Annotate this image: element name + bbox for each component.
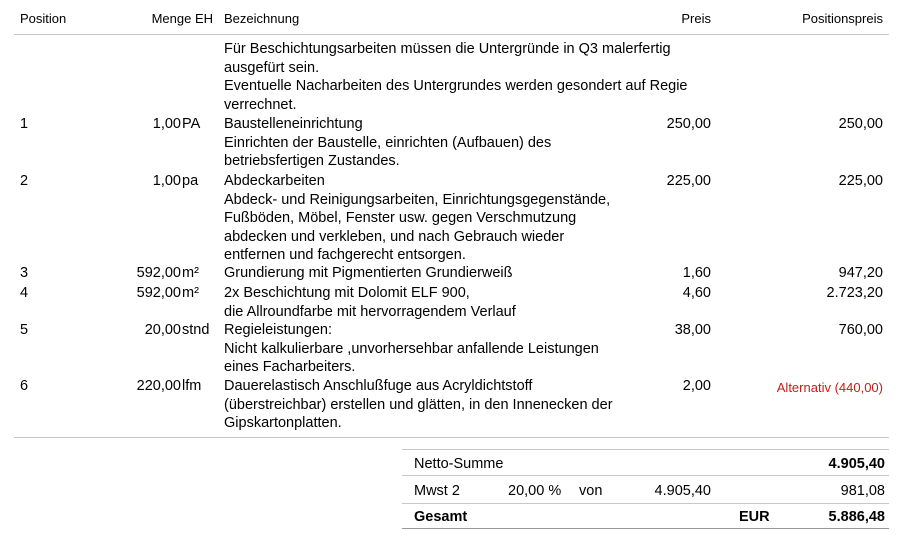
unit-price: 2,00 (682, 378, 711, 394)
position-price: 760,00 (838, 322, 883, 338)
position-number: 5 (20, 322, 29, 338)
unit-price: 1,60 (682, 265, 711, 281)
description-line: 2x Beschichtung mit Dolomit ELF 900, (224, 285, 470, 301)
description-line: eines Facharbeiters. (224, 359, 356, 375)
item-description (224, 321, 599, 377)
unit: lfm (182, 378, 202, 394)
mwst-label: Mwst 2 (414, 483, 460, 499)
position-price: 250,00 (838, 116, 883, 132)
description-line: Einrichten der Baustelle, einrichten (Aufbauen) des (224, 134, 552, 151)
unit: m² (182, 265, 199, 281)
summary-divider (402, 475, 889, 476)
position-number: 2 (20, 173, 29, 189)
position-number: 1 (20, 116, 29, 132)
items-end-divider (14, 437, 889, 438)
intro-line: verrechnet. (224, 96, 297, 113)
position-price: 2.723,20 (826, 285, 883, 301)
currency-label: EUR (739, 509, 770, 525)
gesamt-label: Gesamt (414, 509, 468, 525)
description-line: Grundierung mit Pigmentierten Grundierweiß (224, 265, 513, 281)
summary-top-divider (402, 449, 889, 450)
unit-price: 250,00 (666, 116, 711, 132)
description-line: Regieleistungen: (224, 322, 333, 338)
description-line: Gipskartonplatten. (224, 415, 342, 431)
netto-value: 4.905,40 (828, 456, 885, 472)
intro-text (224, 40, 688, 114)
description-line: Dauerelastisch Anschlußfuge aus Acryldichtstoff (224, 378, 533, 394)
netto-label: Netto-Summe (414, 456, 504, 472)
summary-divider (402, 503, 889, 504)
position-price: 947,20 (838, 265, 883, 281)
header-menge-eh: Menge EH (151, 11, 213, 26)
unit-price: 225,00 (666, 173, 711, 189)
quantity: 1,00 (152, 116, 181, 132)
alternative-price: Alternativ (440,00) (776, 380, 883, 395)
description-line: Fußböden, Möbel, Fenster usw. gegen Verschmutzung (224, 210, 577, 226)
description-line: betriebsfertigen Zustandes. (224, 153, 400, 169)
header-divider (14, 34, 889, 35)
item-description (224, 264, 513, 283)
mwst-value: 981,08 (840, 483, 885, 499)
unit-price: 38,00 (674, 322, 711, 338)
gesamt-value: 5.886,48 (828, 509, 885, 525)
item-description (224, 284, 516, 321)
item-description (224, 377, 613, 433)
quantity: 592,00 (136, 265, 181, 281)
description-line: Baustelleneinrichtung (224, 116, 363, 132)
header-position: Position (20, 11, 67, 26)
unit: m² (182, 285, 199, 301)
position-number: 6 (20, 378, 29, 394)
intro-line: ausgefürt sein. (224, 59, 320, 76)
header-bezeichnung: Bezeichnung (224, 11, 300, 26)
description-line: die Allroundfarbe mit hervorragendem Verlauf (224, 303, 516, 320)
position-number: 4 (20, 285, 29, 301)
intro-line: Für Beschichtungsarbeiten müssen die Untergründe in Q3 malerfertig (224, 41, 671, 57)
mwst-base: 4.905,40 (654, 483, 711, 499)
header-preis: Preis (681, 11, 711, 26)
description-line: entfernen und fachgerecht entsorgen. (224, 247, 466, 263)
mwst-von: von (579, 483, 603, 499)
unit: pa (182, 173, 199, 189)
description-line: (überstreichbar) erstellen und glätten, in den Innenecken der (224, 396, 613, 413)
unit-price: 4,60 (682, 285, 711, 301)
unit: stnd (182, 322, 210, 338)
item-description (224, 115, 551, 171)
description-line: abdecken und verkleben, und nach Gebrauch wieder (224, 228, 565, 245)
description-line: Abdeckarbeiten (224, 173, 325, 189)
quantity: 592,00 (136, 285, 181, 301)
mwst-rate: 20,00 % (508, 483, 562, 499)
header-positionspreis: Positionspreis (802, 11, 883, 26)
item-description (224, 172, 610, 265)
description-line: Abdeck- und Reinigungsarbeiten, Einrichtungsgegenstände, (224, 191, 611, 208)
intro-line: Eventuelle Nacharbeiten des Untergrundes werden gesondert auf Regie (224, 78, 688, 94)
quantity: 20,00 (144, 322, 181, 338)
position-number: 3 (20, 265, 29, 281)
summary-bottom-divider (402, 528, 889, 529)
quantity: 1,00 (152, 173, 181, 189)
description-line: Nicht kalkulierbare ,unvorhersehbar anfallende Leistungen (224, 340, 599, 357)
quantity: 220,00 (136, 378, 181, 394)
position-price: 225,00 (838, 173, 883, 189)
unit: PA (182, 116, 201, 132)
